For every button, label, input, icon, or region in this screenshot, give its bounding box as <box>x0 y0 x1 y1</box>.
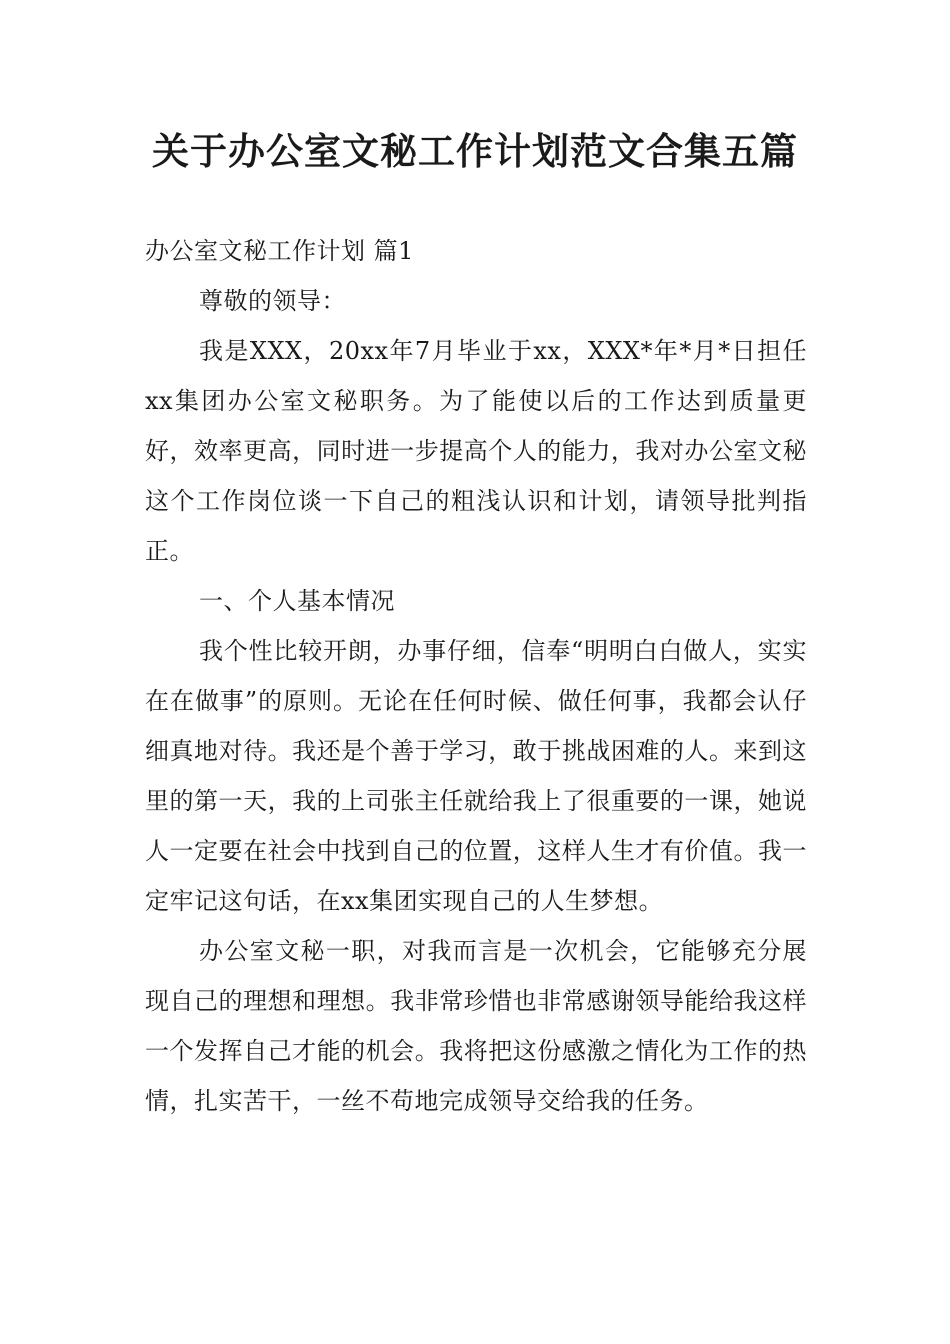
salutation: 尊敬的领导： <box>199 287 346 315</box>
paragraph: 办公室文秘一职，对我而言是一次机会，它能够充分展现自己的理想和理想。我非常珍惜也非常感谢领导能给我这样一个发挥自己才能的机会。我将把这份感激之情化为工作的热情，扎实苦干，一丝不苟地完成领导交给我的任务。 <box>145 937 807 1115</box>
document-title: 关于办公室文秘工作计划范文合集五篇 <box>152 130 798 173</box>
paragraph: 我是XXX，20xx年7月毕业于xx，XXX*年*月*日担任xx集团办公室文秘职务。为了能使以后的工作达到质量更好，效率更高，同时进一步提高个人的能力，我对办公室文秘这个工作岗位谈一下自己的粗浅认识和计划，请领导批判指正。 <box>145 337 807 565</box>
subheading-personal-info: 一、个人基本情况 <box>199 587 395 615</box>
document-body <box>145 226 807 1126</box>
section-heading: 办公室文秘工作计划 篇1 <box>145 237 414 265</box>
paragraph: 我个性比较开朗，办事仔细，信奉“明明白白做人，实实在在做事”的原则。无论在任何时候、做任何事，我都会认仔细真地对待。我还是个善于学习，敢于挑战困难的人。来到这里的第一天，我的上司张主任就给我上了很重要的一课，她说人一定要在社会中找到自己的位置，这样人生才有价值。我一定牢记这句话，在xx集团实现自己的人生梦想。 <box>145 637 807 915</box>
